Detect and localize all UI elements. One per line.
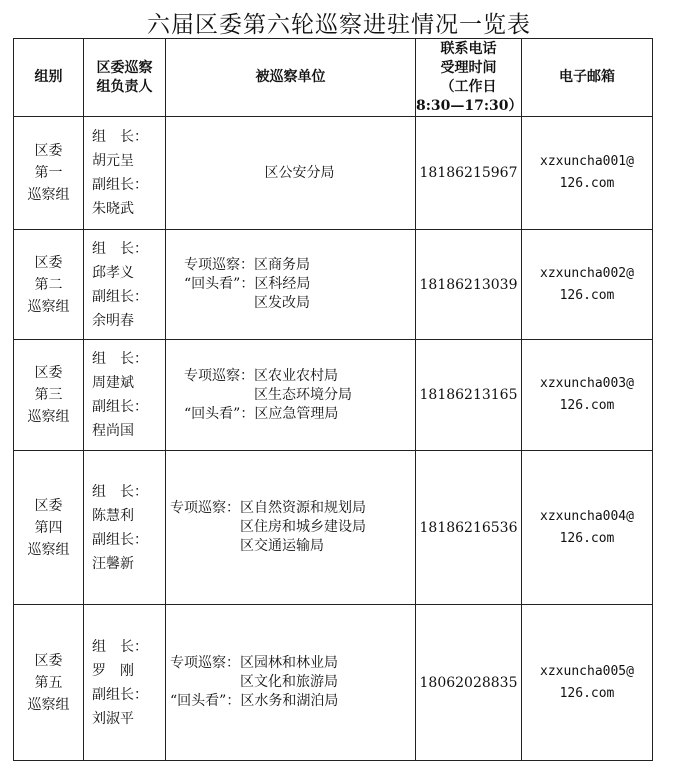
header-phone-line: 8:30—17:30） bbox=[416, 97, 523, 114]
page-title: 六届区委第六轮巡察进驻情况一览表 bbox=[147, 12, 531, 38]
header-phone-line: （工作日 bbox=[440, 78, 497, 95]
inspection-table bbox=[13, 38, 653, 761]
group-line: 巡察组 bbox=[27, 187, 70, 203]
header-row bbox=[14, 39, 653, 117]
group-cell bbox=[14, 230, 84, 340]
header-leader-line: 区委巡察 bbox=[96, 59, 153, 76]
phone-cell: 18186215967 bbox=[416, 117, 522, 230]
phone-cell: 18186213165 bbox=[416, 340, 522, 451]
unit-line: “回头看”：区应急管理局 bbox=[184, 405, 339, 422]
table-row bbox=[14, 230, 653, 340]
email-line: 126.com bbox=[559, 287, 615, 303]
table-row bbox=[14, 451, 653, 605]
leader-line: 周建斌 bbox=[92, 375, 134, 391]
unit-line: 专项巡察：区园林和林业局 bbox=[170, 655, 338, 671]
unit-line: 区发改局 bbox=[184, 295, 310, 311]
group-line: 区委 bbox=[34, 652, 63, 669]
unit-line: 区住房和城乡建设局 bbox=[170, 519, 366, 535]
leader-cell bbox=[84, 230, 166, 340]
leader-line: 组 长： bbox=[92, 351, 148, 367]
group-cell bbox=[14, 451, 84, 605]
email-cell bbox=[522, 451, 653, 605]
email-line: xzxuncha003@ bbox=[540, 376, 634, 391]
header-phone bbox=[416, 39, 522, 117]
leader-line: 程尚国 bbox=[92, 423, 134, 439]
header-phone-line: 受理时间 bbox=[440, 59, 497, 76]
unit-cell bbox=[166, 451, 416, 605]
unit-line: “回头看”：区水务和湖泊局 bbox=[170, 693, 339, 709]
group-line: 区委 bbox=[34, 143, 63, 159]
group-cell bbox=[14, 605, 84, 761]
leader-line: 组 长： bbox=[92, 129, 148, 145]
unit-line: 区生态环境分局 bbox=[184, 386, 352, 403]
email-line: xzxuncha004@ bbox=[540, 508, 634, 524]
leader-cell bbox=[84, 605, 166, 761]
email-cell bbox=[522, 230, 653, 340]
unit-cell bbox=[166, 340, 416, 451]
header-group: 组别 bbox=[14, 39, 84, 117]
email-line: xzxuncha002@ bbox=[540, 265, 634, 281]
group-line: 第五 bbox=[34, 674, 63, 691]
leader-line: 副组长： bbox=[92, 531, 148, 548]
unit-cell bbox=[166, 230, 416, 340]
phone-cell: 18186213039 bbox=[416, 230, 522, 340]
email-line: xzxuncha005@ bbox=[540, 663, 634, 679]
leader-line: 胡元呈 bbox=[92, 153, 134, 169]
email-cell bbox=[522, 117, 653, 230]
unit-cell bbox=[166, 117, 416, 230]
leader-line: 副组长： bbox=[92, 288, 148, 305]
group-cell bbox=[14, 117, 84, 230]
unit-line: “回头看”：区科经局 bbox=[184, 276, 311, 292]
leader-cell bbox=[84, 117, 166, 230]
leader-line: 组 长： bbox=[92, 638, 148, 655]
email-line: 126.com bbox=[559, 176, 615, 191]
leader-line: 副组长： bbox=[92, 399, 148, 415]
group-line: 巡察组 bbox=[27, 541, 70, 558]
leader-line: 副组长： bbox=[92, 686, 148, 703]
leader-line: 组 长： bbox=[92, 483, 148, 500]
leader-line: 邱孝义 bbox=[92, 264, 134, 281]
email-line: 126.com bbox=[559, 530, 615, 546]
unit-line: 专项巡察：区农业农村局 bbox=[184, 367, 338, 384]
table-row bbox=[14, 340, 653, 451]
leader-line: 组 长： bbox=[92, 240, 148, 257]
header-email: 电子邮箱 bbox=[522, 39, 653, 117]
email-line: 126.com bbox=[559, 685, 615, 701]
group-cell bbox=[14, 340, 84, 451]
phone-cell: 18062028835 bbox=[416, 605, 522, 761]
leader-cell bbox=[84, 451, 166, 605]
unit-line: 区公安分局 bbox=[264, 164, 335, 181]
table-row bbox=[14, 605, 653, 761]
group-line: 第二 bbox=[34, 276, 63, 293]
group-line: 巡察组 bbox=[27, 696, 70, 713]
unit-line: 专项巡察：区自然资源和规划局 bbox=[170, 500, 366, 516]
unit-line: 区交通运输局 bbox=[170, 538, 324, 554]
header-leader-line: 组负责人 bbox=[96, 78, 153, 95]
email-line: 126.com bbox=[559, 398, 615, 413]
header-phone-line: 联系电话 bbox=[440, 40, 497, 57]
leader-line: 陈慧利 bbox=[92, 507, 134, 524]
group-line: 巡察组 bbox=[27, 409, 70, 425]
leader-cell bbox=[84, 340, 166, 451]
group-line: 第四 bbox=[34, 519, 63, 536]
leader-line: 罗 刚 bbox=[92, 662, 134, 679]
email-cell bbox=[522, 605, 653, 761]
unit-line: 区文化和旅游局 bbox=[170, 674, 338, 690]
leader-line: 朱晓武 bbox=[92, 201, 134, 217]
unit-line: 专项巡察：区商务局 bbox=[184, 257, 310, 273]
leader-line: 汪馨新 bbox=[92, 555, 134, 572]
group-line: 第三 bbox=[34, 387, 63, 403]
phone-cell: 18186216536 bbox=[416, 451, 522, 605]
header-unit: 被巡察单位 bbox=[166, 39, 416, 117]
email-cell bbox=[522, 340, 653, 451]
group-line: 第一 bbox=[34, 165, 63, 181]
unit-cell bbox=[166, 605, 416, 761]
group-line: 区委 bbox=[34, 365, 63, 381]
group-line: 区委 bbox=[34, 254, 63, 271]
leader-line: 副组长： bbox=[92, 177, 148, 193]
table-row bbox=[14, 117, 653, 230]
leader-line: 余明春 bbox=[92, 312, 134, 329]
group-line: 区委 bbox=[34, 497, 63, 514]
leader-line: 刘淑平 bbox=[92, 710, 134, 727]
group-line: 巡察组 bbox=[27, 298, 70, 315]
header-leader bbox=[84, 39, 166, 117]
email-line: xzxuncha001@ bbox=[540, 154, 634, 169]
